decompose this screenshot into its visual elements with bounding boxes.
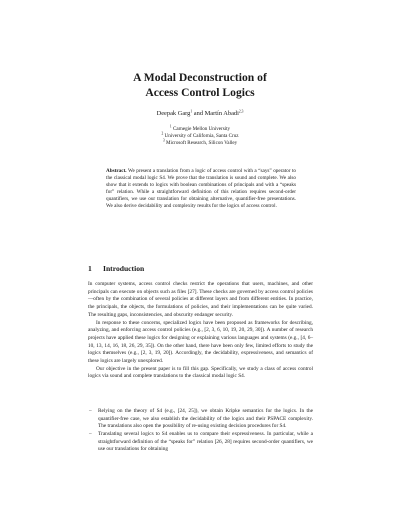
paragraph: In computer systems, access control checks restrict the operations that users, machines, and other principals can execute on objects such as files [27]. These checks are governed by access control policies—often by the combination of several policies at different layers and from different entities. In practice, the principals, the objects, the formulations of policies, and their implementations can be quite varied. The resulting gaps, inconsistencies, and obscurity endanger security.	[88, 281, 313, 318]
body-text	[88, 281, 313, 381]
paper-title	[0, 70, 400, 100]
list-item-text: Relying on the theory of S4 (e.g., [24, 25]), we obtain Kripke semantics for the logics. In the quantifier-free case, we also establish the decidability of the logics and their PSPACE complexity. The translations also open the possibility of re-using existing decision procedures for S4.	[98, 408, 313, 429]
abstract-text: We present a translation from a logic of access control with a “says” operator to the classical modal logic S4. We prove that the translation is sound and complete. We also show that it extends to logics with boolean combinations of principals and with a “speaks for” relation. While a straightforward definition of this relation requires second-order quantifiers, we use our translation for obtaining alternative, quantifier-free presentations. We also derive decidability and complexity results for the logics of access control.	[106, 168, 296, 209]
author-name: Deepak Garg	[156, 110, 191, 117]
paragraph: In response to these concerns, specialized logics have been proposed as frameworks for describing, analyzing, and enforcing access control policies (e.g., [2, 3, 6, 10, 19, 20, 29, 30]). A number of research projects have applied these logics for designing or explaining various languages and systems (e.g., [4, 6–10, 13, 14, 16, 18, 26, 29, 35]). On the other hand, there have been only few, limited efforts to study the logics themselves (e.g., [2, 3, 19, 20]). Accordingly, the decidability, expressiveness, and semantics of these logics are largely unexplored.	[88, 319, 313, 365]
affiliation-item	[0, 126, 400, 133]
title-line-2: Access Control Logics	[145, 86, 255, 99]
list-item	[88, 408, 313, 431]
section-heading	[88, 264, 144, 274]
affiliation-item	[0, 140, 400, 147]
affiliation-number: 2	[161, 131, 164, 136]
affiliation-text: Microsoft Research, Silicon Valley	[165, 140, 238, 146]
list-item	[88, 431, 313, 454]
list-item-text: Translating several logics to S4 enables us to compare their expressiveness. In particular, while a straightforward definition of the “speaks for” relation [26, 28] requires second-order quantifiers, we use our translations for obtaining	[98, 431, 313, 452]
paragraph: Our objective in the present paper is to fill this gap. Specifically, we study a class of access control logics via sound and complete translations to the classical modal logic S4.	[88, 365, 313, 380]
section-number: 1	[88, 264, 92, 273]
abstract-label: Abstract.	[106, 168, 127, 174]
section-title: Introduction	[103, 264, 145, 273]
author-list	[0, 110, 400, 118]
author-conjunction: and	[192, 110, 205, 117]
author-name: Martín Abadi	[204, 110, 239, 117]
bullet-marker: –	[89, 431, 92, 437]
affiliation-item	[0, 133, 400, 140]
affiliation-text: University of California, Santa Cruz	[164, 133, 239, 139]
title-line-1: A Modal Deconstruction of	[133, 71, 267, 84]
abstract	[106, 168, 296, 210]
affiliation-text: Carnegie Mellon University	[172, 126, 231, 132]
author-affil-marker: 2,3	[238, 109, 244, 114]
affiliation-number: 1	[169, 124, 172, 129]
author-affil-marker: 1	[190, 109, 193, 114]
bullet-marker: –	[89, 408, 92, 414]
affiliations	[0, 126, 400, 147]
affiliation-number: 3	[162, 138, 165, 143]
bullet-list	[88, 408, 313, 454]
